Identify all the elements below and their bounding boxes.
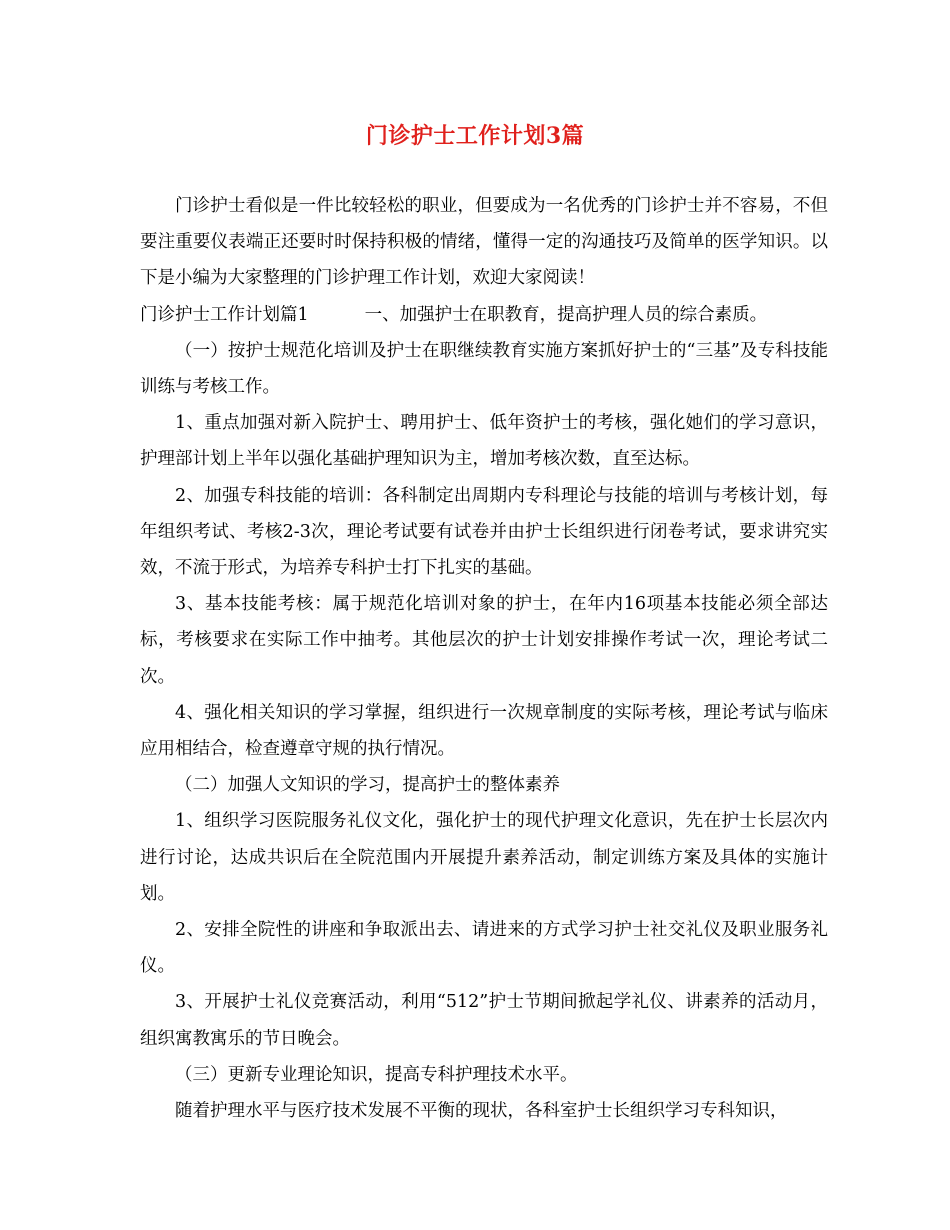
body-paragraph: 4、强化相关知识的学习掌握，组织进行一次规章制度的实际考核，理论考试与临床应用相结合，检查遵章守规的执行情况。	[140, 702, 828, 760]
body-paragraph: 1、重点加强对新入院护士、聘用护士、低年资护士的考核，强化她们的学习意识，护理部计划上半年以强化基础护理知识为主，增加考核次数，直至达标。	[140, 413, 828, 470]
section-label: 门诊护士工作计划篇1	[140, 304, 309, 325]
body-paragraph: 1、组织学习医院服务礼仪文化，强化护士的现代护理文化意识，先在护士长层次内进行讨论，达成共识后在全院范围内开展提升素养活动，制定训练方案及具体的实施计划。	[140, 811, 828, 904]
document-title: 门诊护士工作计划3篇	[365, 123, 585, 149]
section-heading-line	[140, 297, 828, 333]
body-paragraph: 3、开展护士礼仪竞赛活动，利用“512”护士节期间掀起学礼仪、讲素养的活动月，组织寓教寓乐的节日晚会。	[140, 992, 828, 1049]
body-paragraph: （一）按护士规范化培训及护士在职继续教育实施方案抓好护士的“三基”及专科技能训练与考核工作。	[140, 340, 828, 398]
document-body	[140, 188, 828, 1129]
subsection-heading: （三）更新专业理论知识，提高专科护理技术水平。	[175, 1064, 578, 1085]
body-paragraph: 3、基本技能考核：属于规范化培训对象的护士，在年内16项基本技能必须全部达标，考核要求在实际工作中抽考。其他层次的护士计划安排操作考试一次，理论考试二次。	[140, 594, 828, 687]
body-paragraph: 随着护理水平与医疗技术发展不平衡的现状，各科室护士长组织学习专科知识，	[175, 1101, 788, 1122]
body-paragraph: 2、加强专科技能的培训：各科制定出周期内专科理论与技能的培训与考核计划，每年组织考试、考核2-3次，理论考试要有试卷并由护士长组织进行闭卷考试，要求讲究实效，不流于形式，为培养专科护士打下扎实的基础。	[140, 485, 828, 579]
subsection-heading: （二）加强人文知识的学习，提高护士的整体素养	[175, 775, 560, 796]
intro-paragraph: 门诊护士看似是一件比较轻松的职业，但要成为一名优秀的门诊护士并不容易，不但要注重要仪表端正还要时时保持积极的情绪，懂得一定的沟通技巧及简单的医学知识。以下是小编为大家整理的门诊护理工作计划，欢迎大家阅读！	[140, 196, 828, 289]
section-heading: 一、加强护士在职教育，提高护理人员的综合素质。	[364, 304, 768, 325]
body-paragraph: 2、安排全院性的讲座和争取派出去、请进来的方式学习护士社交礼仪及职业服务礼仪。	[140, 920, 828, 977]
